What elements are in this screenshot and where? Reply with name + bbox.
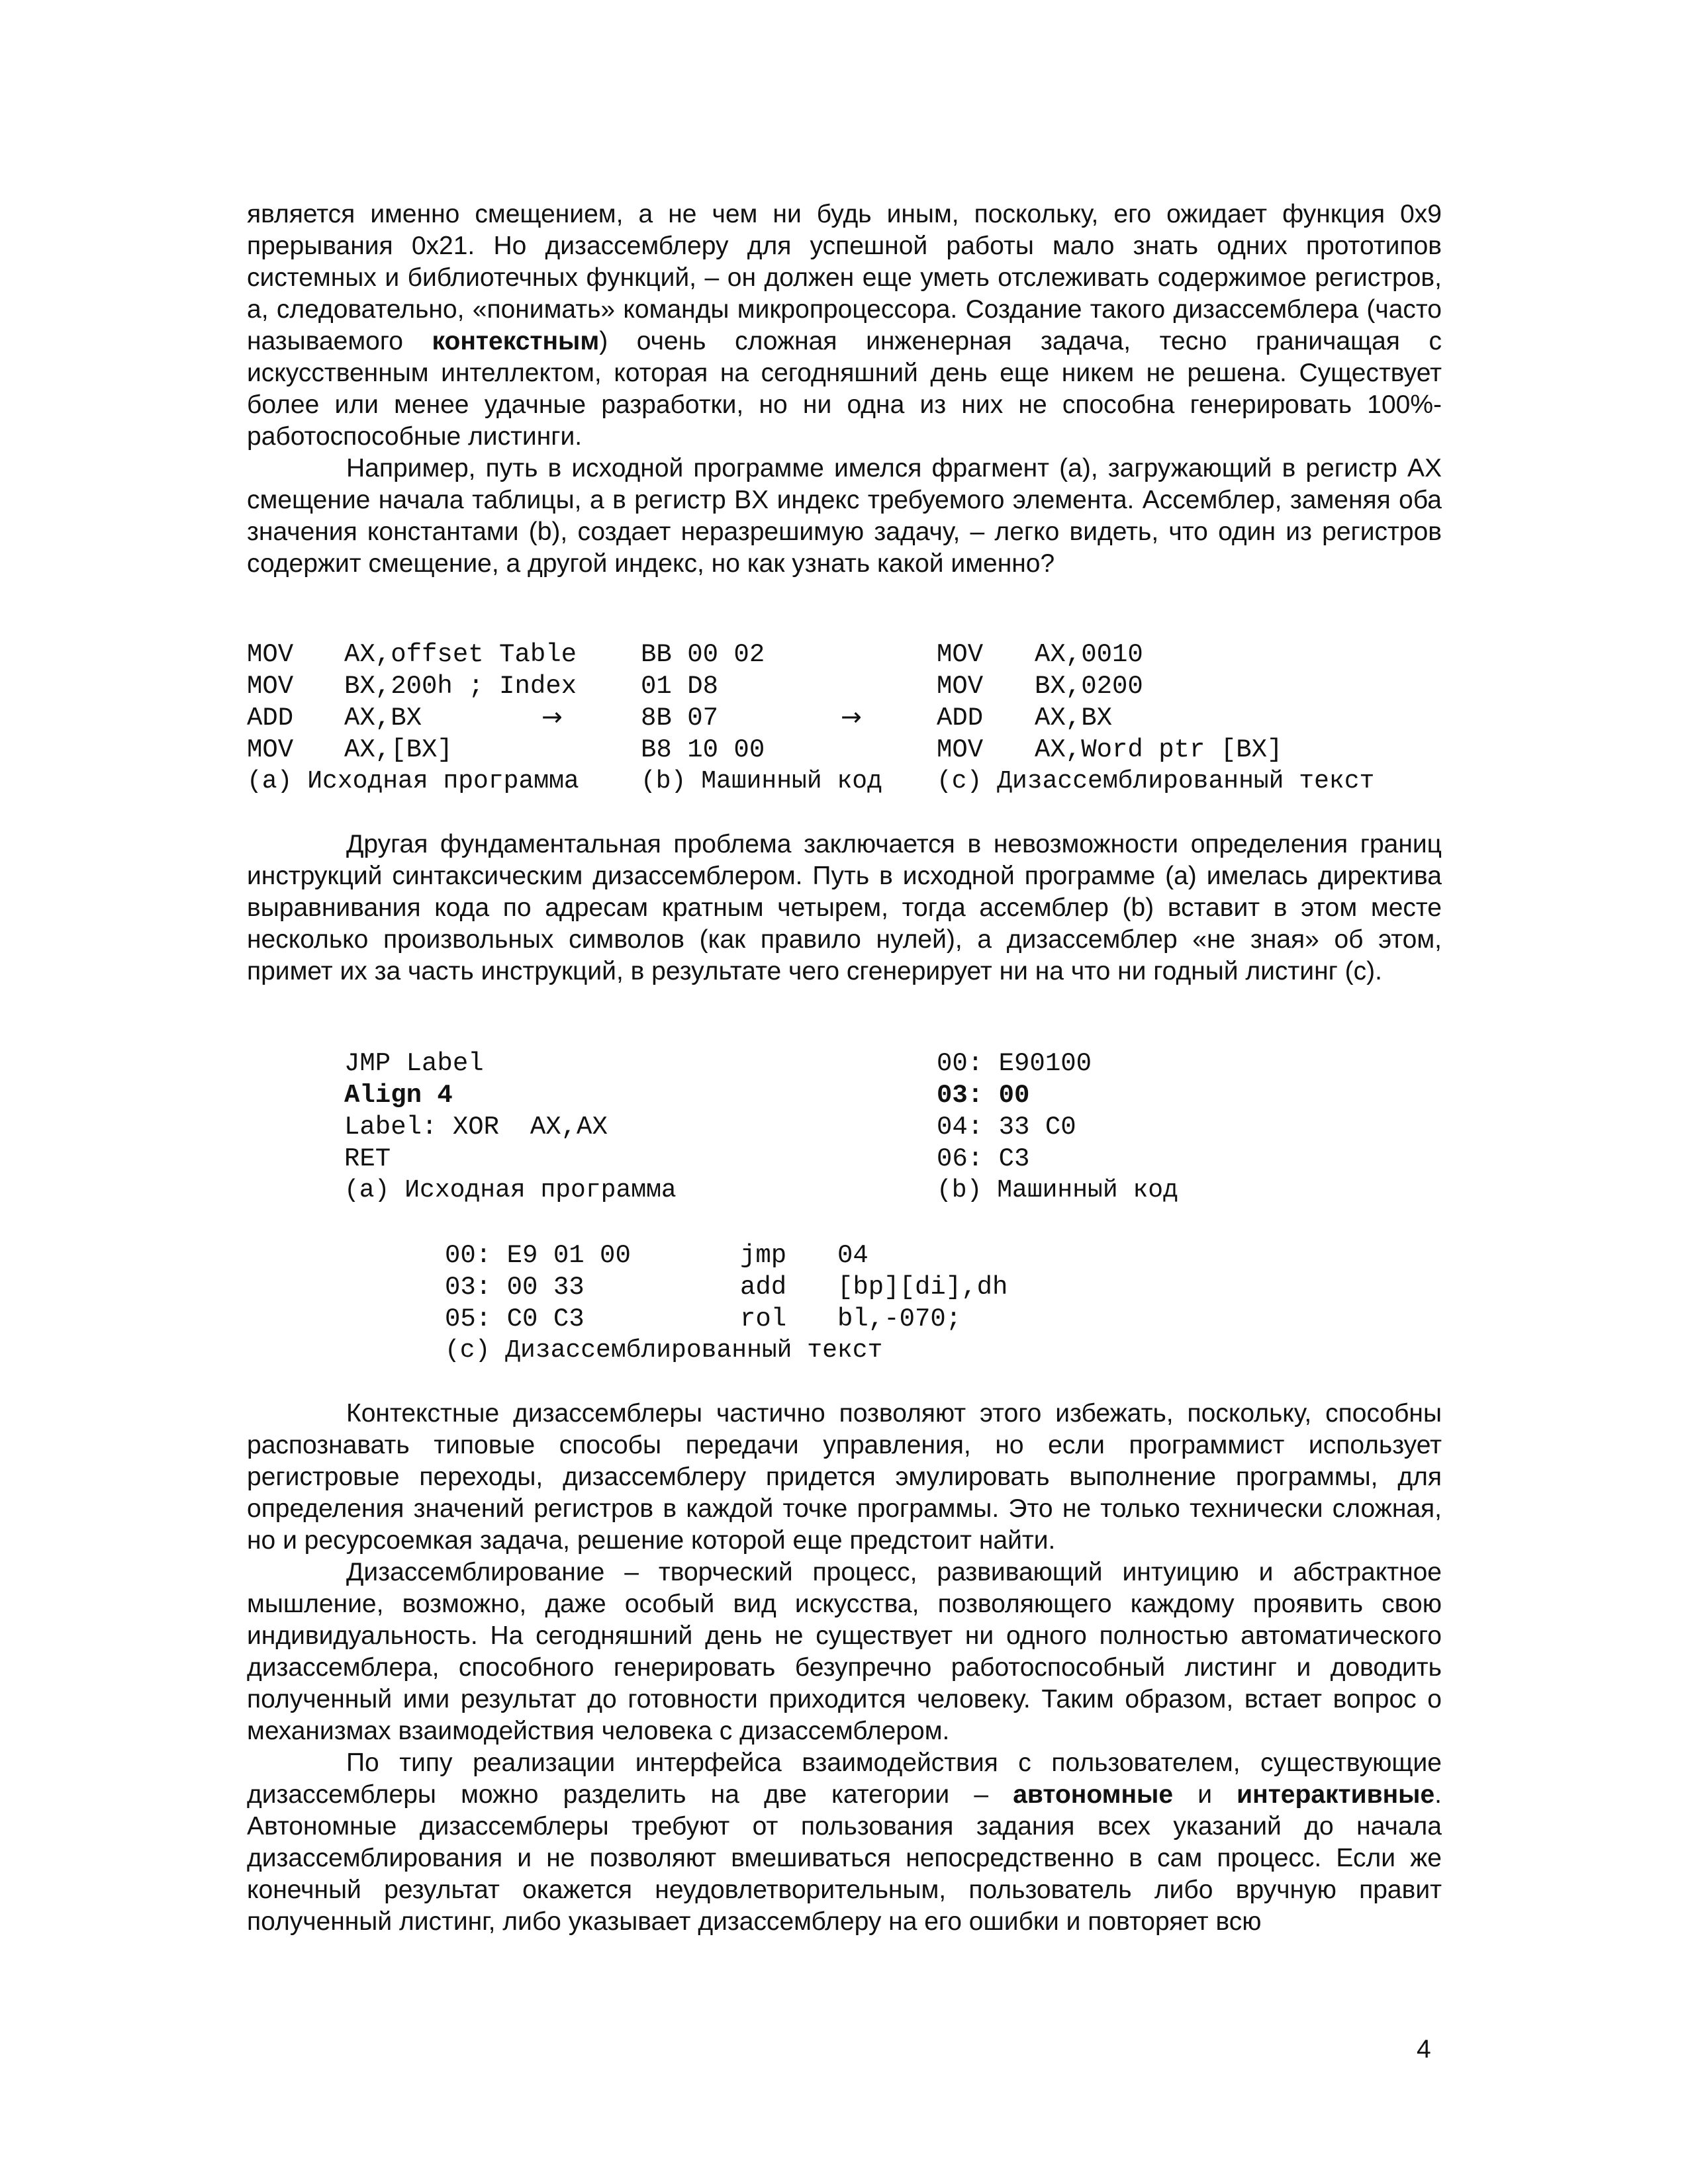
- caption-source: (a) Исходная программа: [344, 1176, 677, 1205]
- term-contextual: контекстным: [432, 327, 600, 355]
- intro-paragraphs: [247, 199, 1442, 580]
- mnemonic-3: rol: [740, 1304, 787, 1334]
- closing-paragraphs: [247, 1398, 1442, 1938]
- source-line-2: Align 4: [344, 1081, 453, 1110]
- paragraph-3-block: [247, 829, 1442, 987]
- machine-code-1: BB 00 02: [641, 640, 765, 669]
- caption-machine: (b) Машинный код: [641, 767, 882, 796]
- source-line-1: JMP Label: [344, 1049, 484, 1078]
- paragraph-5: Дизассемблирование – творческий процесс, развивающий интуицию и абстрактное мышление, возможно, даже особый вид искусства, позволяющего каждому проявить свою индивидуальность. На сегодняшний день не существует ни одного полностью автоматического дизассемблера, способного генерировать безупречно работоспособный листинг и доводить полученный ими результат до готовности приходится человеку. Таким образом, встает вопрос о механизмах взаимодействия человека с дизассемблером.: [247, 1558, 1442, 1745]
- caption-source: (a) Исходная программа: [247, 767, 579, 796]
- mnemonic-1: jmp: [740, 1241, 787, 1270]
- source-args-4: AX,[BX]: [344, 735, 453, 764]
- source-line-3: Label: XOR AX,AX: [344, 1113, 608, 1142]
- machine-line-3: 04: 33 C0: [937, 1113, 1076, 1142]
- page-number: 4: [1417, 2035, 1431, 2064]
- disasm-args-1: AX,0010: [1035, 640, 1143, 669]
- caption-disasm: (c) Дизассемблированный текст: [937, 767, 1375, 796]
- disasm-op-2: MOV: [937, 672, 984, 701]
- disasm-op-4: MOV: [937, 735, 984, 764]
- term-interactive: интерактивные: [1237, 1780, 1435, 1809]
- caption-disasm: (c) Дизассемблированный текст: [445, 1336, 883, 1365]
- source-op-4: MOV: [247, 735, 294, 764]
- operands-3: bl,-070;: [837, 1304, 962, 1334]
- disasm-args-2: BX,0200: [1035, 672, 1143, 701]
- addr-2: 03: 00 33: [445, 1273, 585, 1302]
- mnemonic-2: add: [740, 1273, 787, 1302]
- paragraph-2: Например, путь в исходной программе имелся фрагмент (a), загружающий в регистр AX смещение начала таблицы, а в регистр BX индекс требуемого элемента. Ассемблер, заменяя оба значения константами (b), создает неразрешимую задачу, – легко видеть, что один из регистров содержит смещение, а другой индекс, но как узнать какой именно?: [247, 454, 1442, 578]
- machine-code-2: 01 D8: [641, 672, 719, 701]
- machine-line-1: 00: E90100: [937, 1049, 1092, 1078]
- paragraph-6: По типу реализации интерфейса взаимодействия с пользователем, существующие дизассемблеры можно разделить на две категории – автономные и интерактивные. Автономные дизассемблеры требуют от пользования задания всех указаний до начала дизассемблирования и не позволяют вмешиваться непосредственно в сам процесс. Если же конечный результат окажется неудовлетворительным, пользователь либо вручную правит полученный листинг, либо указывает дизассемблеру на его ошибки и повторяет всю: [247, 1749, 1442, 1936]
- paragraph-1: является именно смещением, а не чем ни будь иным, поскольку, его ожидает функция 0x9 прерывания 0x21. Но дизассемблеру для успешной работы мало знать одних прототипов системных и библиотечных функций, – он должен еще уметь отслеживать содержимое регистров, а, следовательно, «понимать» команды микропроцессора. Создание такого дизассемблера (часто называемого контекстным) очень сложная инженерная задача, тесно граничащая с искусственным интеллектом, которая на сегодняшний день еще никем не решена. Существует более или менее удачные разработки, но ни одна из них не способна генерировать 100%-работоспособные листинги.: [247, 200, 1442, 451]
- source-op-3: ADD: [247, 704, 294, 733]
- machine-line-2: 03: 00: [937, 1081, 1030, 1110]
- addr-3: 05: C0 C3: [445, 1304, 585, 1334]
- arrow-right-icon: →: [841, 702, 862, 731]
- term-autonomous: автономные: [1013, 1780, 1174, 1809]
- disasm-op-3: ADD: [937, 704, 984, 733]
- disasm-args-3: AX,BX: [1035, 704, 1113, 733]
- machine-code-3: 8B 07: [641, 704, 719, 733]
- operands-1: 04: [837, 1241, 868, 1270]
- disasm-args-4: AX,Word ptr [BX]: [1035, 735, 1283, 764]
- paragraph-4: Контекстные дизассемблеры частично позволяют этого избежать, поскольку, способны распознавать типовые способы передачи управления, но если программист использует регистровые переходы, дизассемблеру придется эмулировать выполнение программы, для определения значений регистров в каждой точке программы. Это не только технически сложная, но и ресурсоемкая задача, решение которой еще предстоит найти.: [247, 1399, 1442, 1555]
- paragraph-3: Другая фундаментальная проблема заключается в невозможности определения границ инструкций синтаксическим дизассемблером. Путь в исходной программе (a) имелась директива выравнивания кода по адресам кратным четырем, тогда ассемблер (b) вставит в этом месте несколько произвольных символов (как правило нулей), а дизассемблер «не зная» об этом, примет их за часть инструкций, в результате чего сгенерирует ни на что ни годный листинг (c).: [247, 830, 1442, 985]
- arrow-right-icon: →: [541, 702, 563, 731]
- machine-line-4: 06: C3: [937, 1144, 1030, 1173]
- disasm-op-1: MOV: [937, 640, 984, 669]
- addr-1: 00: E9 01 00: [445, 1241, 631, 1270]
- caption-machine: (b) Машинный код: [937, 1176, 1178, 1205]
- source-args-2: BX,200h ; Index: [344, 672, 577, 701]
- source-args-1: AX,offset Table: [344, 640, 577, 669]
- source-line-4: RET: [344, 1144, 391, 1173]
- source-op-2: MOV: [247, 672, 294, 701]
- machine-code-4: B8 10 00: [641, 735, 765, 764]
- source-args-3: AX,BX: [344, 704, 422, 733]
- source-op-1: MOV: [247, 640, 294, 669]
- operands-2: [bp][di],dh: [837, 1273, 1008, 1302]
